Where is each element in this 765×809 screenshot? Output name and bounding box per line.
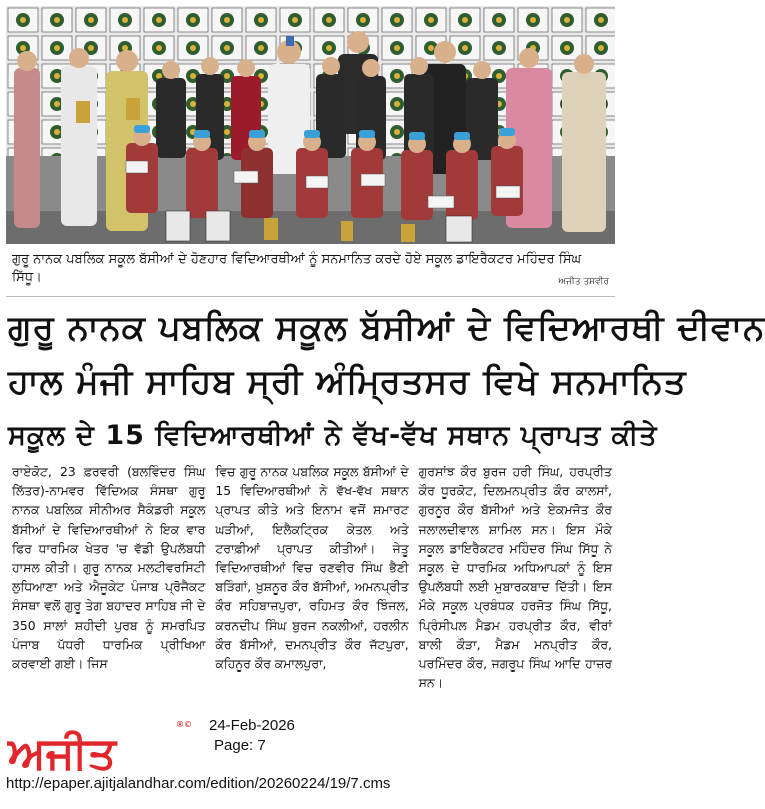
ajit-logo <box>6 722 181 780</box>
article-column-3: ਗੁਰਸਾਂਝ ਕੌਰ ਬੁਰਜ ਹਰੀ ਸਿੰਘ, ਹਰਪ੍ਰੀਤ ਕੌਰ ਧੂਰਕੋਟ, ਦਿਲਮਨਪ੍ਰੀਤ ਕੌਰ ਕਾਲਸਾਂ, ਗੁਰਨੂਰ ਕੌਰ ਬੱਸੀਆਂ ਅਤੇ ਏਕਮਜੋਤ ਕੌਰ ਜਲਾਲਦੀਵਾਲ ਸ਼ਾਮਿਲ ਸਨ। ਇਸ ਮੌਕੇ ਸਕੂਲ ਡਾਇਰੈਕਟਰ ਮਹਿੰਦਰ ਸਿੰਘ ਸਿੱਧੂ ਨੇ ਸਕੂਲ ਦੇ ਧਾਰਮਿਕ ਅਧਿਆਪਕਾਂ ਨੂੰ ਇਸ ਉਪਲੱਬਧੀ ਲਈ ਮੁਬਾਰਕਬਾਦ ਦਿੱਤੀ। ਇਸ ਮੌਕੇ ਸਕੂਲ ਪ੍ਰਬੰਧਕ ਹਰਜੋਤ ਸਿੰਘ ਸਿੱਧੂ, ਪ੍ਰਿੰਸੀਪਲ ਮੈਡਮ ਹਰਪ੍ਰੀਤ ਕੌਰ, ਵੀਰਾਂ ਬਾਲੀ ਕੌੜਾ, ਮੈਡਮ ਮਨਪ੍ਰੀਤ ਕੌਰ, ਪਰਮਿੰਦਰ ਕੌਰ, ਜਗਰੂਪ ਸਿੰਘ ਆਦਿ ਹਾਜ਼ਰ ਸਨ। <box>418 464 612 691</box>
article-body <box>12 462 612 714</box>
registered-mark: ®© <box>176 720 192 729</box>
headline-line-1: ਗੁਰੂ ਨਾਨਕ ਪਬਲਿਕ ਸਕੂਲ ਬੱਸੀਆਂ ਦੇ ਵਿਦਿਆਰਥੀ ਦੀਵਾਨ <box>8 308 765 348</box>
article-column-1: ਰਾਏਕੋਟ, 23 ਫ਼ਰਵਰੀ (ਬਲਵਿੰਦਰ ਸਿੰਘ ਲਿੱਤਰ)-ਨਾਮਵਰ ਵਿੱਦਿਅਕ ਸੰਸਥਾ ਗੁਰੂ ਨਾਨਕ ਪਬਲਿਕ ਸੀਨੀਅਰ ਸੈਕੰਡਰੀ ਸਕੂਲ ਬੱਸੀਆਂ ਦੇ ਵਿਦਿਆਰਥੀਆਂ ਨੇ ਇਕ ਵਾਰ ਫਿਰ ਧਾਰਮਿਕ ਖੇਤਰ 'ਚ ਵੱਡੀ ਉਪਲੱਬਧੀ ਹਾਸਲ ਕੀਤੀ। ਗੁਰੂ ਨਾਨਕ ਮਲਟੀਵਰਸਿਟੀ ਲੁਧਿਆਣਾ ਅਤੇ ਐਜੂਕੇਟ ਪੰਜਾਬ ਪ੍ਰੋਜੈਕਟ ਸੰਸਥਾ ਵਲੋਂ ਗੁਰੂ ਤੇਗ ਬਹਾਦਰ ਸਾਹਿਬ ਜੀ ਦੇ 350 ਸਾਲਾਂ ਸ਼ਹੀਦੀ ਪੁਰਬ ਨੂੰ ਸਮਰਪਿਤ ਪੰਜਾਬ ਪੱਧਰੀ ਧਾਰਮਿਕ ਪ੍ਰੀਖਿਆ ਕਰਵਾਈ ਗਈ। ਜਿਸ <box>12 464 206 672</box>
headline-line-2: ਹਾਲ ਮੰਜੀ ਸਾਹਿਬ ਸ੍ਰੀ ਅੰਮ੍ਰਿਤਸਰ ਵਿਖੇ ਸਨਮਾਨਿਤ <box>8 362 687 402</box>
news-photo <box>6 6 615 244</box>
subheadline: ਸਕੂਲ ਦੇ 15 ਵਿਦਿਆਰਥੀਆਂ ਨੇ ਵੱਖ-ਵੱਖ ਸਥਾਨ ਪ੍ਰਾਪਤ ਕੀਤੇ <box>8 420 658 451</box>
photo-credit: ਅਜੀਤ ਤਸਵੀਰ <box>558 277 609 287</box>
ajit-logo-text: ਅਜੀਤ <box>8 728 116 779</box>
edition-date: 24-Feb-2026 <box>209 717 295 734</box>
page-number: Page: 7 <box>214 737 266 754</box>
edition-url[interactable]: http://epaper.ajitjalandhar.com/edition/20260224/19/7.cms <box>6 775 391 792</box>
group-photo-icon <box>6 6 615 244</box>
article-column-2: ਵਿਚ ਗੁਰੂ ਨਾਨਕ ਪਬਲਿਕ ਸਕੂਲ ਬੱਸੀਆਂ ਦੇ 15 ਵਿਦਿਆਰਥੀਆਂ ਨੇ ਵੱਖ-ਵੱਖ ਸਥਾਨ ਪ੍ਰਾਪਤ ਕੀਤੇ ਅਤੇ ਇਨਾਮ ਵਜੋਂ ਸਮਾਰਟ ਘੜੀਆਂ, ਇਲੈਕਟ੍ਰਿਕ ਕੇਤਲ ਅਤੇ ਟਰਾਫ਼ੀਆਂ ਪ੍ਰਾਪਤ ਕੀਤੀਆਂ। ਜੇਤੂ ਵਿਦਿਆਰਥੀਆਂ ਵਿਚ ਰਣਵੀਰ ਸਿੰਘ ਭੈਣੀ ਬੜਿੰਗਾਂ, ਖ਼ੁਸ਼ਨੂਰ ਕੌਰ ਬੱਸੀਆਂ, ਅਮਨਪ੍ਰੀਤ ਕੌਰ ਸਹਿਬਾਜ਼ਪੁਰਾ, ਰਹਿਮਤ ਕੌਰ ਝਿੰਜਲ, ਕਰਨਦੀਪ ਸਿੰਘ ਬੁਰਜ ਨਕਲੀਆਂ, ਹਰਲੀਨ ਕੌਰ ਬੱਸੀਆਂ, ਦਮਨਪ੍ਰੀਤ ਕੌਰ ਜੱਟਪੁਰਾ, ਕਹਿਨੂਰ ਕੌਰ ਕਮਾਲਪੁਰਾ, <box>215 464 409 672</box>
divider <box>6 296 615 297</box>
photo-caption: ਗੁਰੂ ਨਾਨਕ ਪਬਲਿਕ ਸਕੂਲ ਬੱਸੀਆਂ ਦੇ ਹੋਣਹਾਰ ਵਿਦਿਆਰਥੀਆਂ ਨੂੰ ਸਨਮਾਨਿਤ ਕਰਦੇ ਹੋਏ ਸਕੂਲ ਡਾਇਰੈਕਟਰ ਮਹਿੰਦਰ ਸਿੰਘ ਸਿੱਧੂ। <box>12 252 582 285</box>
